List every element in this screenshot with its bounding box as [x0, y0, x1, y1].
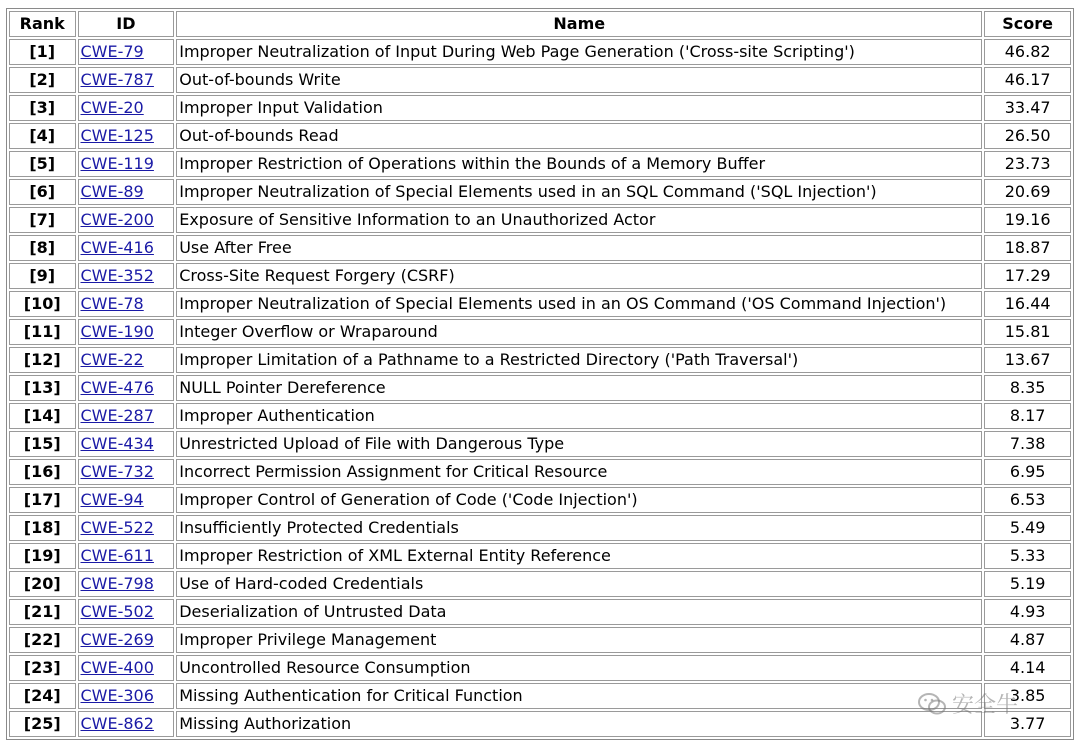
rank-cell: [4] [9, 123, 76, 149]
id-cell [78, 67, 175, 93]
name-cell: Use After Free [176, 235, 982, 261]
rank-cell: [14] [9, 403, 76, 429]
cwe-link[interactable]: CWE-787 [80, 70, 154, 89]
rank-cell: [9] [9, 263, 76, 289]
name-cell: NULL Pointer Dereference [176, 375, 982, 401]
name-cell: Unrestricted Upload of File with Dangerous Type [176, 431, 982, 457]
name-cell: Improper Neutralization of Input During Web Page Generation ('Cross-site Scripting') [176, 39, 982, 65]
cwe-link[interactable]: CWE-119 [80, 154, 154, 173]
cwe-link[interactable]: CWE-434 [80, 434, 154, 453]
score-cell: 23.73 [984, 151, 1071, 177]
id-cell [78, 151, 175, 177]
rank-cell: [10] [9, 291, 76, 317]
name-cell: Improper Neutralization of Special Elements used in an SQL Command ('SQL Injection') [176, 179, 982, 205]
name-cell: Deserialization of Untrusted Data [176, 599, 982, 625]
cwe-link[interactable]: CWE-862 [80, 714, 154, 733]
header-id: ID [78, 11, 175, 37]
id-cell [78, 543, 175, 569]
id-cell [78, 655, 175, 681]
watermark-text: 安全牛 [952, 693, 1019, 718]
name-cell: Improper Restriction of Operations within the Bounds of a Memory Buffer [176, 151, 982, 177]
score-cell: 20.69 [984, 179, 1071, 205]
rank-cell: [1] [9, 39, 76, 65]
score-cell: 18.87 [984, 235, 1071, 261]
id-cell [78, 571, 175, 597]
table-row [9, 375, 1071, 401]
cwe-link[interactable]: CWE-89 [80, 182, 144, 201]
score-cell: 46.17 [984, 67, 1071, 93]
name-cell: Missing Authorization [176, 711, 982, 737]
id-cell [78, 375, 175, 401]
rank-cell: [24] [9, 683, 76, 709]
score-cell: 8.17 [984, 403, 1071, 429]
id-cell [78, 123, 175, 149]
name-cell: Improper Limitation of a Pathname to a Restricted Directory ('Path Traversal') [176, 347, 982, 373]
rank-cell: [23] [9, 655, 76, 681]
score-cell: 8.35 [984, 375, 1071, 401]
header-score: Score [984, 11, 1071, 37]
score-cell: 15.81 [984, 319, 1071, 345]
id-cell [78, 347, 175, 373]
table-row [9, 487, 1071, 513]
id-cell [78, 487, 175, 513]
id-cell [78, 39, 175, 65]
name-cell: Exposure of Sensitive Information to an Unauthorized Actor [176, 207, 982, 233]
cwe-top25-table [6, 8, 1074, 740]
rank-cell: [6] [9, 179, 76, 205]
name-cell: Improper Input Validation [176, 95, 982, 121]
header-row [9, 11, 1071, 37]
table-row [9, 151, 1071, 177]
cwe-link[interactable]: CWE-306 [80, 686, 154, 705]
rank-cell: [22] [9, 627, 76, 653]
score-cell: 16.44 [984, 291, 1071, 317]
score-cell: 6.53 [984, 487, 1071, 513]
cwe-link[interactable]: CWE-400 [80, 658, 154, 677]
cwe-link[interactable]: CWE-476 [80, 378, 154, 397]
name-cell: Integer Overflow or Wraparound [176, 319, 982, 345]
score-cell: 26.50 [984, 123, 1071, 149]
name-cell: Insufficiently Protected Credentials [176, 515, 982, 541]
table-row [9, 627, 1071, 653]
name-cell: Cross-Site Request Forgery (CSRF) [176, 263, 982, 289]
score-cell: 4.93 [984, 599, 1071, 625]
rank-cell: [17] [9, 487, 76, 513]
cwe-link[interactable]: CWE-732 [80, 462, 154, 481]
table-row [9, 515, 1071, 541]
cwe-link[interactable]: CWE-522 [80, 518, 154, 537]
rank-cell: [8] [9, 235, 76, 261]
table-row [9, 347, 1071, 373]
score-cell: 5.33 [984, 543, 1071, 569]
id-cell [78, 235, 175, 261]
rank-cell: [19] [9, 543, 76, 569]
table-row [9, 543, 1071, 569]
table-row [9, 319, 1071, 345]
table-row [9, 67, 1071, 93]
table-row [9, 39, 1071, 65]
id-cell [78, 291, 175, 317]
rank-cell: [25] [9, 711, 76, 737]
score-cell: 5.19 [984, 571, 1071, 597]
header-rank: Rank [9, 11, 76, 37]
name-cell: Improper Authentication [176, 403, 982, 429]
cwe-link[interactable]: CWE-611 [80, 546, 154, 565]
rank-cell: [7] [9, 207, 76, 233]
cwe-link[interactable]: CWE-94 [80, 490, 144, 509]
rank-cell: [18] [9, 515, 76, 541]
header-name: Name [176, 11, 982, 37]
id-cell [78, 711, 175, 737]
name-cell: Missing Authentication for Critical Function [176, 683, 982, 709]
id-cell [78, 459, 175, 485]
score-cell: 3.85 [984, 683, 1071, 709]
rank-cell: [3] [9, 95, 76, 121]
cwe-link[interactable]: CWE-798 [80, 574, 154, 593]
table-row [9, 179, 1071, 205]
rank-cell: [12] [9, 347, 76, 373]
cwe-link[interactable]: CWE-287 [80, 406, 154, 425]
table-row [9, 711, 1071, 737]
score-cell: 4.14 [984, 655, 1071, 681]
name-cell: Out-of-bounds Write [176, 67, 982, 93]
score-cell: 33.47 [984, 95, 1071, 121]
rank-cell: [11] [9, 319, 76, 345]
cwe-link[interactable]: CWE-502 [80, 602, 154, 621]
cwe-link[interactable]: CWE-352 [80, 266, 154, 285]
name-cell: Improper Control of Generation of Code ('Code Injection') [176, 487, 982, 513]
id-cell [78, 431, 175, 457]
rank-cell: [2] [9, 67, 76, 93]
name-cell: Out-of-bounds Read [176, 123, 982, 149]
score-cell: 3.77 [984, 711, 1071, 737]
score-cell: 13.67 [984, 347, 1071, 373]
table-row [9, 207, 1071, 233]
id-cell [78, 95, 175, 121]
name-cell: Improper Neutralization of Special Elements used in an OS Command ('OS Command Injection') [176, 291, 982, 317]
name-cell: Improper Privilege Management [176, 627, 982, 653]
table-row [9, 571, 1071, 597]
id-cell [78, 403, 175, 429]
table-row [9, 599, 1071, 625]
rank-cell: [5] [9, 151, 76, 177]
score-cell: 19.16 [984, 207, 1071, 233]
table-row [9, 431, 1071, 457]
rank-cell: [21] [9, 599, 76, 625]
score-cell: 17.29 [984, 263, 1071, 289]
name-cell: Incorrect Permission Assignment for Critical Resource [176, 459, 982, 485]
name-cell: Improper Restriction of XML External Entity Reference [176, 543, 982, 569]
score-cell: 6.95 [984, 459, 1071, 485]
table-row [9, 655, 1071, 681]
cwe-link[interactable]: CWE-416 [80, 238, 154, 257]
id-cell [78, 179, 175, 205]
id-cell [78, 319, 175, 345]
score-cell: 46.82 [984, 39, 1071, 65]
id-cell [78, 263, 175, 289]
score-cell: 4.87 [984, 627, 1071, 653]
rank-cell: [16] [9, 459, 76, 485]
table-row [9, 291, 1071, 317]
cwe-link[interactable]: CWE-78 [80, 294, 144, 313]
id-cell [78, 627, 175, 653]
name-cell: Uncontrolled Resource Consumption [176, 655, 982, 681]
cwe-link[interactable]: CWE-22 [80, 350, 144, 369]
table-row [9, 123, 1071, 149]
name-cell: Use of Hard-coded Credentials [176, 571, 982, 597]
cwe-link[interactable]: CWE-269 [80, 630, 154, 649]
score-cell: 7.38 [984, 431, 1071, 457]
cwe-link[interactable]: CWE-125 [80, 126, 154, 145]
rank-cell: [20] [9, 571, 76, 597]
table-row [9, 403, 1071, 429]
rank-cell: [15] [9, 431, 76, 457]
id-cell [78, 207, 175, 233]
table-row [9, 95, 1071, 121]
cwe-link[interactable]: CWE-20 [80, 98, 144, 117]
id-cell [78, 683, 175, 709]
rank-cell: [13] [9, 375, 76, 401]
table-row [9, 459, 1071, 485]
cwe-link[interactable]: CWE-200 [80, 210, 154, 229]
cwe-link[interactable]: CWE-190 [80, 322, 154, 341]
id-cell [78, 599, 175, 625]
cwe-link[interactable]: CWE-79 [80, 42, 144, 61]
table-row [9, 235, 1071, 261]
score-cell: 5.49 [984, 515, 1071, 541]
table-row [9, 263, 1071, 289]
id-cell [78, 515, 175, 541]
table-row [9, 683, 1071, 709]
